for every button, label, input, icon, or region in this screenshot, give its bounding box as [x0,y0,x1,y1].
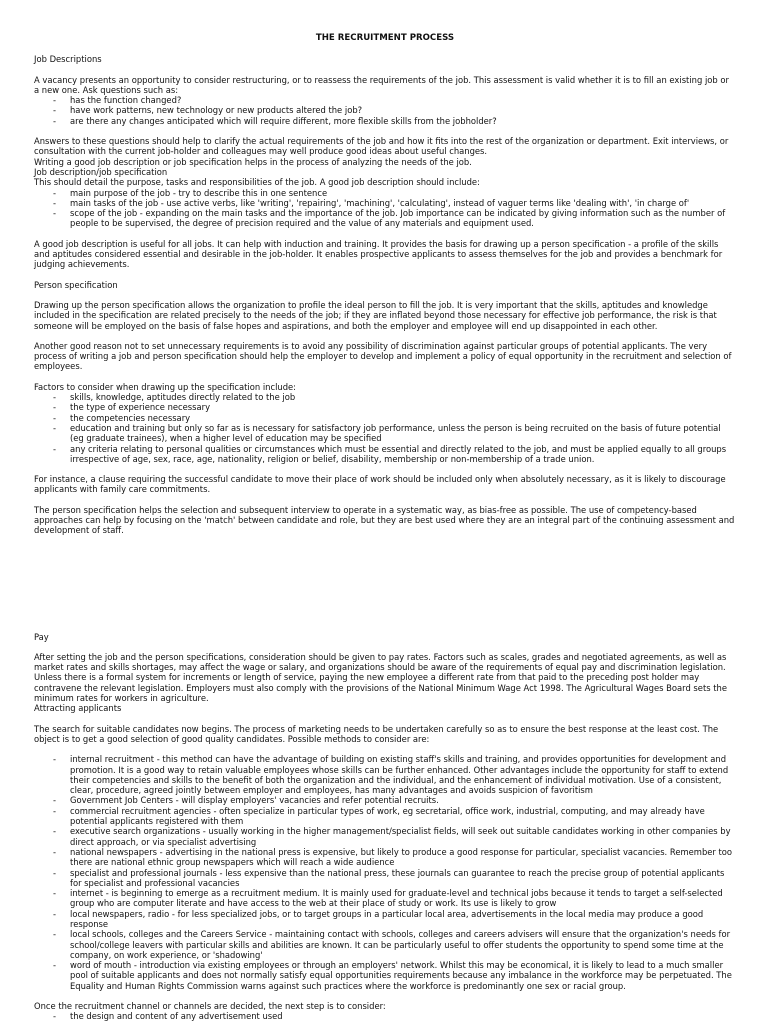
paragraph: Another good reason not to set unnecessary requirements is to avoid any possibility of discrimination against particular groups of potential applicants. The very process of writing a job and person specification should help the employer to develop and implement a policy of equal opportunity in the recruitment and selection of employees. [34,340,732,372]
paragraph: The person specification helps the selection and subsequent interview to operate in a systematic way, as bias-free as possible. The use of competency-based approaches can help by focusing on the 'match' between candidate and role, but they are best used where they are an integral part of the continuing assessment and development of staff. [34,504,735,536]
list-item: - skills, knowledge, aptitudes directly related to the job [34,392,736,402]
paragraph: Factors to consider when drawing up the specification include: [34,381,297,392]
list-item: - the design and content of any advertisement used [34,1011,736,1021]
paragraph: For instance, a clause requiring the successful candidate to move their place of work should be included only when absolutely necessary, as it is likely to discourage applicants with family care commitments. [34,474,726,495]
question-list [34,95,736,126]
paragraph: The search for suitable candidates now begins. The process of marketing needs to be undertaken carefully so as to ensure the best response at the least cost. The object is to get a good selection of good quality candidates. Possible methods to consider are: [34,723,719,744]
list-item: - main purpose of the job - try to describe this in one sentence [34,188,736,198]
paragraph: Drawing up the person specification allows the organization to profile the ideal person to fill the job. It is very important that the skills, aptitudes and knowledge included in the specification are related precisely to the needs of the job; if they are inflated beyond those necessary for effective job performance, the risk is that someone will be employed on the basis of false hopes and aspirations, and both the employer and employee will end up disappointed in each other. [34,299,717,331]
page-gap [34,546,736,632]
list-item: - has the function changed? [34,95,736,105]
list-item: - main tasks of the job - use active verbs, like 'writing', 'repairing', 'machining', 'calculating', instead of vaguer terms like 'dealing with', 'in charge of' [34,198,736,208]
list-item: - commercial recruitment agencies - often specialize in particular types of work, eg secretarial, office work, industrial, computing, and may already have potential applicants registered with them [34,806,736,827]
list-item: - any criteria relating to personal qualities or circumstances which must be essential and directly related to the job, and must be applied equally to all groups irrespective of age, sex, race, age, nationality, religion or belief, disability, membership or non-membership of a trade union. [34,444,736,465]
list-item: - scope of the job - expanding on the main tasks and the importance of the job. Job importance can be indicated by giving information such as the number of people to be supervised, the degree of precision required and the value of any materials and equipment used. [34,208,736,229]
list-item: - national newspapers - advertising in the national press is expensive, but likely to produce a good response for particular, specialist vacancies. Remember too there are national ethnic group newspapers which will reach a wide audience [34,847,736,868]
document-title: THE RECRUITMENT PROCESS [315,33,455,43]
list-item: - Government Job Centers - will display employers' vacancies and refer potential recruits. [34,795,736,805]
job-description-list [34,188,736,229]
paragraph: Writing a good job description or job specification helps in the process of analyzing the needs of the job. [34,156,472,167]
list-item: - internet - is beginning to emerge as a recruitment medium. It is mainly used for graduate-level and technical jobs because it tends to target a self-selected group who are computer literate and have access to the web at their place of study or work. Its use is likely to grow [34,888,736,909]
list-item: - education and training but only so far as is necessary for satisfactory job performance, unless the person is being recruited on the basis of future potential (eg graduate trainees), when a higher level of education may be specified [34,423,736,444]
list-item: - word of mouth - introduction via existing employees or through an employers' network. Whilst this may be economical, it is likely to lead to a much smaller pool of suitable applicants and does not normally satisfy equal opportunities requirements because any imbalance in the workforce may be perpetuated. The Equality and Human Rights Commission warns against such practices where the workforce is predominantly one sex or racial group. [34,960,736,991]
methods-list [34,754,736,991]
next-steps-list [34,1011,736,1021]
list-item: - the competencies necessary [34,413,736,423]
section-heading-attracting-applicants: Attracting applicants [34,703,122,714]
list-item: - have work patterns, new technology or new products altered the job? [34,105,736,115]
section-heading-job-descriptions: Job Descriptions [34,54,102,65]
subheading-job-description: Job description/job specification [34,166,168,177]
paragraph: Answers to these questions should help to clarify the actual requirements of the job and how it fits into the rest of the organization or department. Exit interviews, or consultation with the current job-holder and colleagues may well produce good ideas about useful changes. [34,136,729,157]
paragraph: A vacancy presents an opportunity to consider restructuring, or to reassess the requirements of the job. This assessment is valid whether it is to fill an existing job or a new one. Ask questions such as: [34,74,729,95]
list-item: - local newspapers, radio - for less specialized jobs, or to target groups in a particular local area, advertisements in the local media may produce a good response [34,909,736,930]
paragraph: After setting the job and the person specifications, consideration should be given to pay rates. Factors such as scales, grades and negotiated agreements, as well as market rates and skills shortages, may affect the wage or salary, and organizations should be aware of the requirements of equal pay and discrimination legislation. Unless there is a formal system for increments or length of service, paying the new employee a different rate from that paid to the preceding post holder may contravene the relevant legislation. Employers must also comply with the provisions of the National Minimum Wage Act 1998. The Agricultural Wages Board sets the minimum rates for workers in agriculture. [34,651,727,704]
list-item: - are there any changes anticipated which will require different, more flexible skills from the jobholder? [34,116,736,126]
list-item: - local schools, colleges and the Careers Service - maintaining contact with schools, colleges and careers advisers will ensure that the organization's needs for school/college leavers with particular skills and abilities are known. It can be particularly useful to offer students the opportunity to spend some time at the company, on work experience, or 'shadowing' [34,929,736,960]
list-item: - specialist and professional journals - less expensive than the national press, these journals can guarantee to reach the precise group of potential applicants for specialist and professional vacancies [34,868,736,889]
paragraph: This should detail the purpose, tasks and responsibilities of the job. A good job description should include: [34,177,480,188]
section-heading-person-specification: Person specification [34,279,118,290]
list-item: - internal recruitment - this method can have the advantage of building on existing staff's skills and training, and provides opportunities for development and promotion. It is a good way to retain valuable employees whose skills can be further enhanced. Other advantages include the opportunity for staff to extend their competencies and skills to the benefit of both the organization and the individual, and the enhancement of individual motivation. Use of a consistent, clear, procedure, agreed jointly between employer and employees, has many advantages and avoids suspicion of favoritism [34,754,736,795]
paragraph: Once the recruitment channel or channels are decided, the next step is to consider: [34,1001,386,1012]
factors-list [34,392,736,464]
list-item: - the type of experience necessary [34,402,736,412]
paragraph: A good job description is useful for all jobs. It can help with induction and training. It provides the basis for drawing up a person specification - a profile of the skills and aptitudes considered essential and desirable in the job-holder. It enables prospective applicants to assess themselves for the job and provides a benchmark for judging achievements. [34,238,723,270]
list-item: - executive search organizations - usually working in the higher management/specialist fields, will seek out suitable candidates working in other companies by direct approach, or via specialist advertising [34,826,736,847]
section-heading-pay: Pay [34,631,49,642]
